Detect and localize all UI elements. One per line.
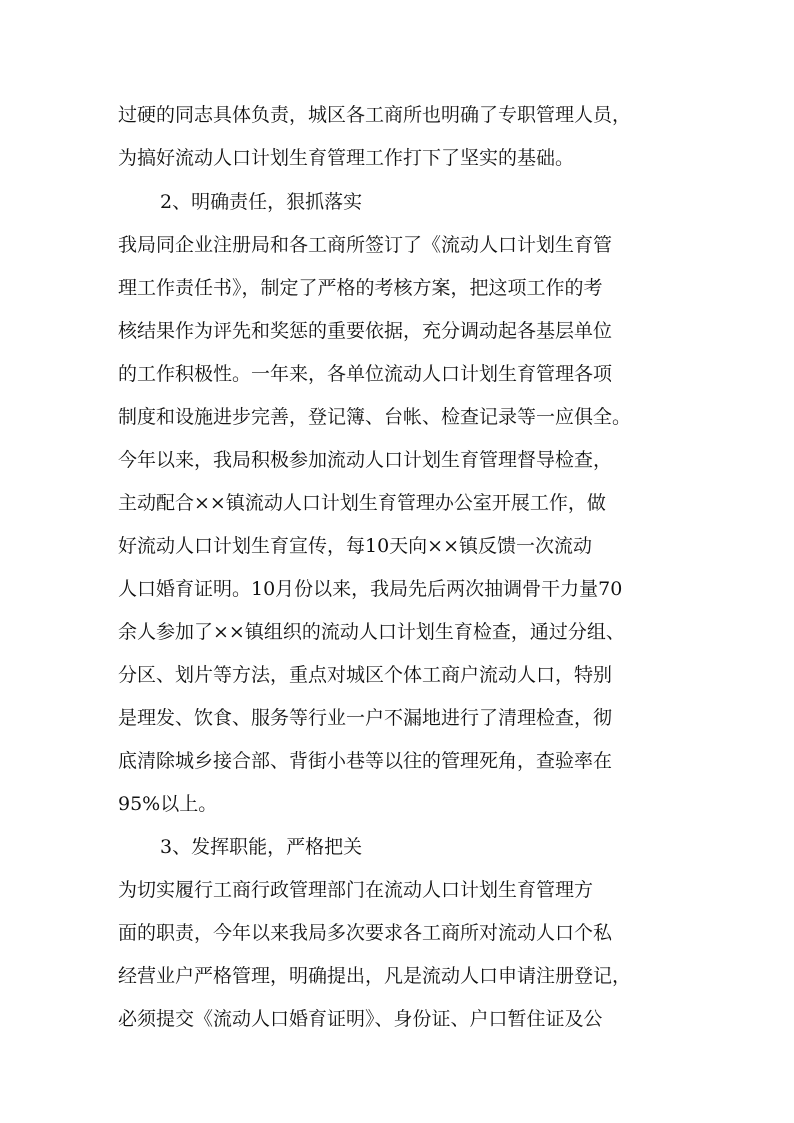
body-text-line: 主动配合××镇流动人口计划生育管理办公室开展工作，做 — [118, 492, 606, 514]
body-text-line: 制度和设施进步完善，登记簿、台帐、检查记录等一应俱全。 — [118, 406, 632, 428]
body-text-line: 是理发、饮食、服务等行业一户不漏地进行了清理检查，彻 — [118, 707, 613, 729]
section-heading: 2、明确责任，狠抓落实 — [160, 191, 363, 213]
body-text-line: 余人参加了××镇组织的流动人口计划生育检查，通过分组、 — [118, 621, 625, 643]
body-text-line: 经营业户严格管理，明确提出，凡是流动人口申请注册登记， — [118, 965, 632, 987]
body-text-line: 的工作积极性。一年来，各单位流动人口计划生育管理各项 — [118, 363, 613, 385]
body-text-line: 为切实履行工商行政管理部门在流动人口计划生育管理方 — [118, 879, 594, 901]
body-text-line: 今年以来，我局积极参加流动人口计划生育管理督导检查， — [118, 449, 613, 471]
body-text-line: 为搞好流动人口计划生育管理工作打下了坚实的基础。 — [118, 147, 575, 169]
body-text-line: 过硬的同志具体负责，城区各工商所也明确了专职管理人员， — [118, 104, 632, 126]
body-text-line: 我局同企业注册局和各工商所签订了《流动人口计划生育管 — [118, 234, 613, 256]
body-text-line: 95%以上。 — [118, 793, 218, 815]
body-text-line: 必须提交《流动人口婚育证明》、身份证、户口暂住证及公 — [118, 1008, 603, 1030]
body-text-line: 核结果作为评先和奖惩的重要依据，充分调动起各基层单位 — [118, 320, 613, 342]
body-text-line: 理工作责任书》，制定了严格的考核方案，把这项工作的考 — [118, 277, 603, 299]
section-heading: 3、发挥职能，严格把关 — [160, 836, 363, 858]
body-text-line: 分区、划片等方法，重点对城区个体工商户流动人口，特别 — [118, 664, 613, 686]
body-text-line: 好流动人口计划生育宣传，每10天向××镇反馈一次流动 — [118, 535, 593, 557]
body-text-line: 人口婚育证明。10月份以来，我局先后两次抽调骨干力量70 — [118, 578, 623, 600]
body-text-line: 底清除城乡接合部、背街小巷等以往的管理死角，查验率在 — [118, 750, 613, 772]
body-text-line: 面的职责，今年以来我局多次要求各工商所对流动人口个私 — [118, 922, 613, 944]
